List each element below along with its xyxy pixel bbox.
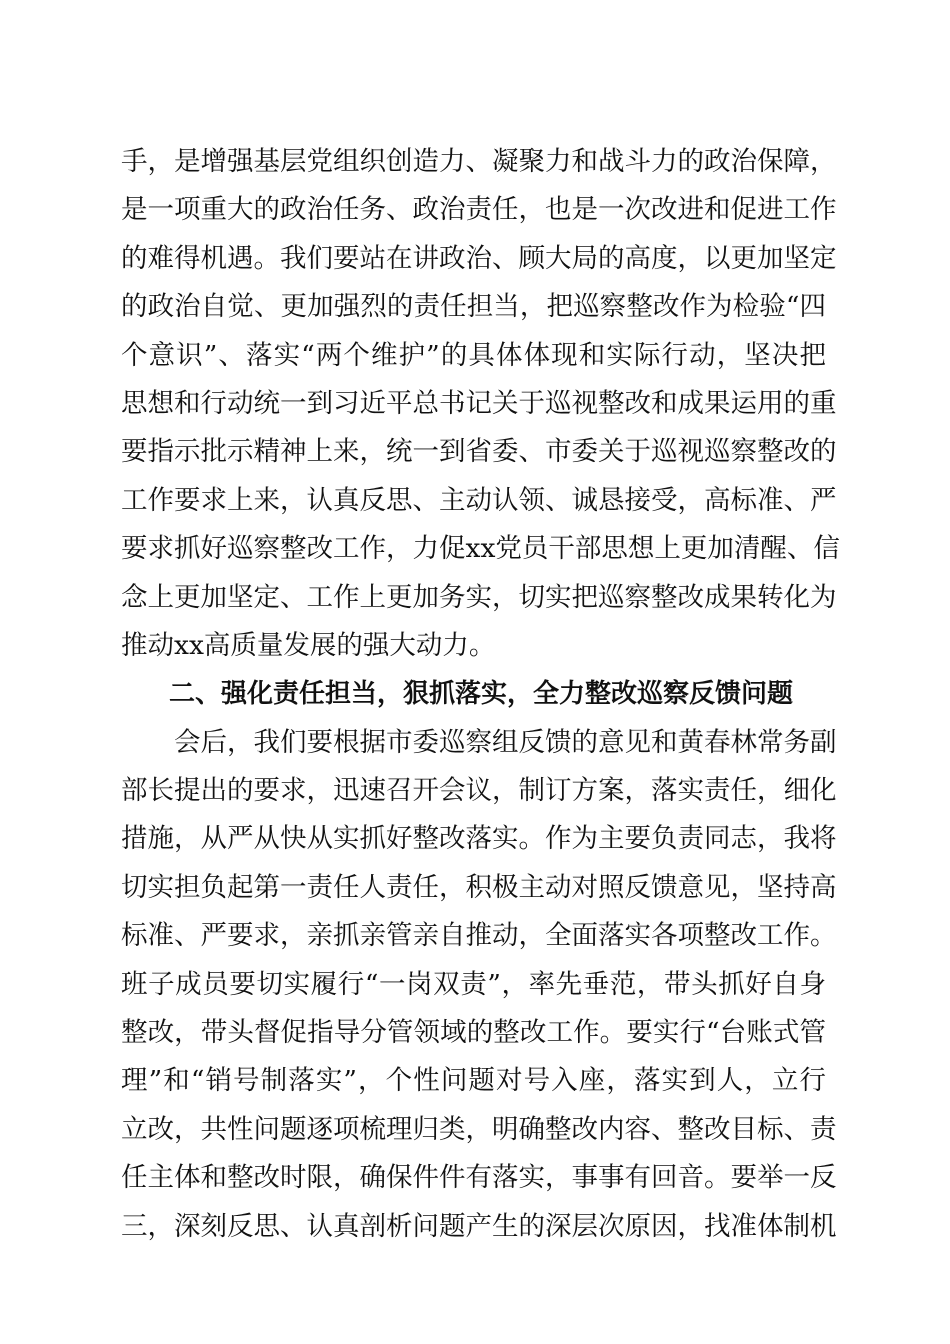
paragraph-section-2 <box>121 719 837 1251</box>
text-line: 理”和“销号制落实”，个性问题对号入座，落实到人，立行 <box>121 1065 826 1097</box>
text-line: 立改，共性问题逐项梳理归类，明确整改内容、整改目标、责 <box>121 1113 837 1145</box>
text-line: 措施，从严从快从实抓好整改落实。作为主要负责同志，我将 <box>121 823 837 855</box>
text-line: 工作要求上来，认真反思、主动认领、诚恳接受，高标准、严 <box>121 484 837 516</box>
text-line: 部长提出的要求，迅速召开会议，制订方案，落实责任，细化 <box>121 775 837 807</box>
text-line: 推动xx高质量发展的强大动力。 <box>121 629 496 661</box>
document-body <box>121 138 840 1251</box>
text-line: 个意识”、落实“两个维护”的具体体现和实际行动，坚决把 <box>121 339 826 371</box>
section-heading: 二、强化责任担当，狠抓落实，全力整改巡察反馈问题 <box>169 679 794 710</box>
text-line: 是一项重大的政治任务、政治责任，也是一次改进和促进工作 <box>121 194 837 226</box>
paragraph-continued <box>121 138 840 670</box>
text-line: 三，深刻反思、认真剖析问题产生的深层次原因，找准体制机 <box>121 1210 837 1242</box>
text-line: 思想和行动统一到习近平总书记关于巡视整改和成果运用的重 <box>121 387 837 419</box>
text-line: 标准、严要求，亲抓亲管亲自推动，全面落实各项整改工作。 <box>121 920 837 952</box>
text-line: 整改，带头督促指导分管领域的整改工作。要实行“台账式管 <box>121 1017 826 1049</box>
text-line: 班子成员要切实履行“一岗双责”，率先垂范，带头抓好自身 <box>121 968 826 1000</box>
text-line: 手，是增强基层党组织创造力、凝聚力和战斗力的政治保障， <box>121 146 837 177</box>
text-line: 会后，我们要根据市委巡察组反馈的意见和黄春林常务副 <box>174 726 837 758</box>
text-line: 切实担负起第一责任人责任，积极主动对照反馈意见，坚持高 <box>121 871 837 903</box>
text-line: 的政治自觉、更加强烈的责任担当，把巡察整改作为检验“四 <box>121 291 826 323</box>
text-line: 任主体和整改时限，确保件件有落实，事事有回音。要举一反 <box>121 1162 837 1194</box>
text-line: 要指示批示精神上来，统一到省委、市委关于巡视巡察整改的 <box>121 436 837 468</box>
text-line: 要求抓好巡察整改工作，力促xx党员干部思想上更加清醒、信 <box>121 533 840 565</box>
text-line: 念上更加坚定、工作上更加务实，切实把巡察整改成果转化为 <box>121 581 837 613</box>
text-line: 的难得机遇。我们要站在讲政治、顾大局的高度，以更加坚定 <box>121 242 837 274</box>
